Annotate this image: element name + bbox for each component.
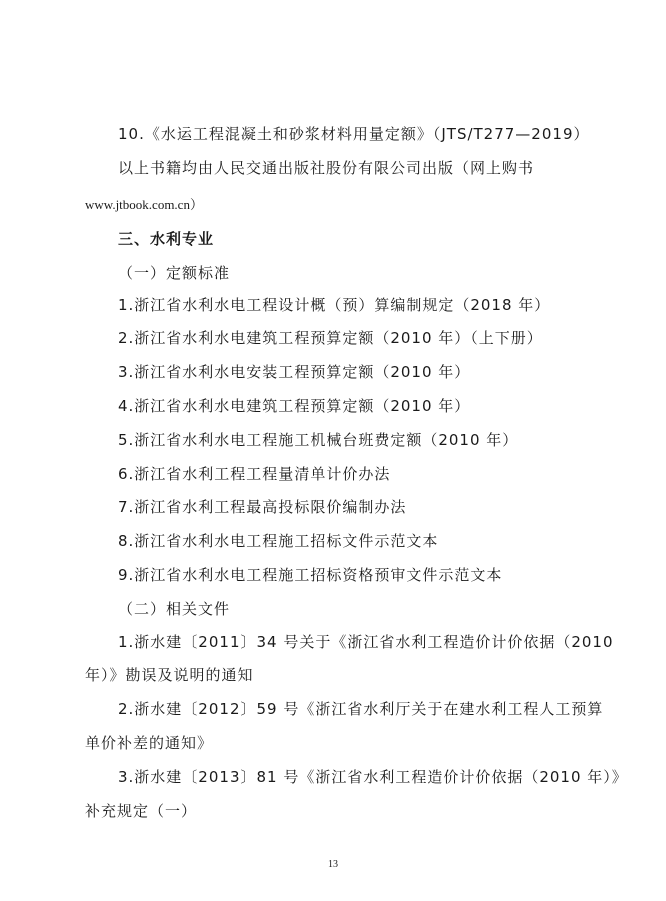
text-line-publisher-url: www.jtbook.com.cn） xyxy=(85,197,203,212)
page-number: 13 xyxy=(328,859,338,870)
text-line-document-3: 3.浙水建〔2013〕81 号《浙江省水利工程造价计价依据（2010 年）》 xyxy=(118,768,628,786)
subsection-heading-related-documents: （二）相关文件 xyxy=(118,600,231,618)
text-line-standard-8: 8.浙江省水利水电工程施工招标文件示范文本 xyxy=(118,532,439,550)
text-line-standard-7: 7.浙江省水利工程最高投标限价编制办法 xyxy=(118,498,407,516)
text-line-standard-3: 3.浙江省水利水电安装工程预算定额（2010 年） xyxy=(118,363,471,381)
text-line-standard-1: 1.浙江省水利水电工程设计概（预）算编制规定（2018 年） xyxy=(118,296,551,314)
text-line-document-3-continued: 补充规定（一） xyxy=(85,802,198,820)
text-line-document-1: 1.浙水建〔2011〕34 号关于《浙江省水利工程造价计价依据（2010 xyxy=(118,633,614,651)
text-line-standard-2: 2.浙江省水利水电建筑工程预算定额（2010 年）（上下册） xyxy=(118,329,543,347)
text-line-standard-5: 5.浙江省水利水电工程施工机械台班费定额（2010 年） xyxy=(118,431,519,449)
subsection-heading-quota-standards: （一）定额标准 xyxy=(118,264,231,282)
text-line-standard-4: 4.浙江省水利水电建筑工程预算定额（2010 年） xyxy=(118,397,471,415)
text-line-standard-6: 6.浙江省水利工程工程量清单计价办法 xyxy=(118,465,391,483)
text-line-document-1-continued: 年）》勘误及说明的通知 xyxy=(85,666,254,684)
section-heading-water-conservancy: 三、水利专业 xyxy=(118,230,215,248)
text-line-water-transport-item-10: 10.《水运工程混凝土和砂浆材料用量定额》（JTS/T277—2019） xyxy=(118,125,590,143)
text-line-document-2: 2.浙水建〔2012〕59 号《浙江省水利厅关于在建水利工程人工预算 xyxy=(118,700,604,718)
text-line-publisher-note: 以上书籍均由人民交通出版社股份有限公司出版（网上购书 xyxy=(118,159,535,177)
text-line-standard-9: 9.浙江省水利水电工程施工招标资格预审文件示范文本 xyxy=(118,566,503,584)
text-line-document-2-continued: 单价补差的通知》 xyxy=(85,734,214,752)
